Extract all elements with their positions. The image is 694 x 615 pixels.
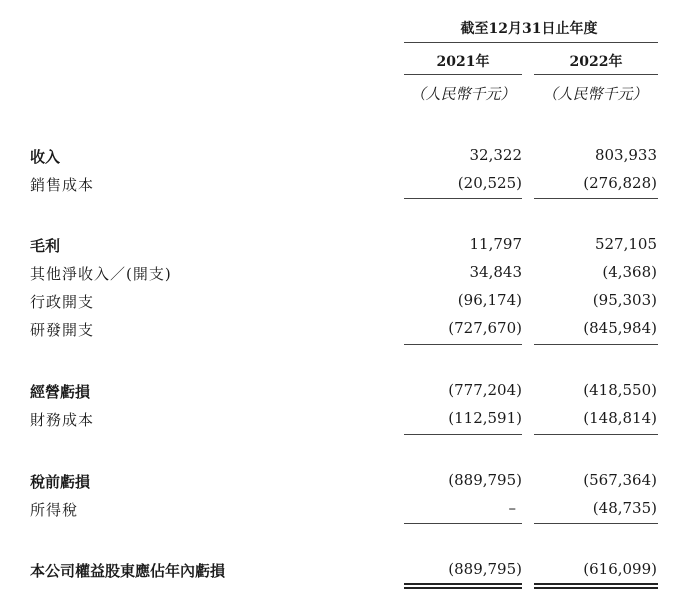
row-value-2021-admin-expenses: (96,174) [457,291,522,309]
subtotal-rule-2021 [404,434,522,435]
row-label-other-net-income: 其他淨收入／(開支) [30,265,172,283]
row-value-2021-other-net-income: 34,843 [469,263,522,281]
row-label-admin-expenses: 行政開支 [30,293,95,311]
row-value-2022-rd-expenses: (845,984) [583,319,657,337]
row-label-loss-attributable: 本公司權益股東應佔年內虧損 [30,562,226,580]
subtotal-rule-2021 [404,344,522,345]
year-2022-header: 2022年 [569,54,623,70]
row-value-2021-rd-expenses: (727,670) [448,319,522,337]
period-underline [404,42,658,43]
total-rule-bottom-2022 [534,587,658,589]
row-label-rd-expenses: 研發開支 [30,321,95,339]
row-label-income-tax: 所得稅 [30,501,79,519]
period-header: 截至12月31日止年度 [460,21,598,37]
subtotal-rule-2021 [404,198,522,199]
row-label-revenue: 收入 [30,148,61,166]
row-value-2021-income-tax: – [508,499,516,517]
unit-2021: （人民幣千元） [410,85,516,103]
row-value-2022-gross-profit: 527,105 [594,235,657,253]
row-value-2021-revenue: 32,322 [469,146,522,164]
row-label-cost-of-sales: 銷售成本 [30,176,95,194]
row-label-gross-profit: 毛利 [30,237,61,255]
row-value-2022-admin-expenses: (95,303) [592,291,657,309]
subtotal-rule-2022 [534,523,658,524]
row-label-loss-before-tax: 稅前虧損 [30,473,91,491]
total-rule-top-2022 [534,583,658,585]
subtotal-rule-2022 [534,198,658,199]
row-value-2021-finance-costs: (112,591) [448,409,522,427]
subtotal-rule-2022 [534,344,658,345]
row-value-2021-operating-loss: (777,204) [448,381,522,399]
row-value-2021-gross-profit: 11,797 [469,235,522,253]
row-value-2022-cost-of-sales: (276,828) [583,174,657,192]
row-value-2022-loss-before-tax: (567,364) [583,471,657,489]
row-value-2022-revenue: 803,933 [594,146,657,164]
row-value-2022-finance-costs: (148,814) [583,409,657,427]
row-value-2021-loss-attributable: (889,795) [448,560,522,578]
year-2021-header: 2021年 [436,54,490,70]
row-value-2022-income-tax: (48,735) [592,499,657,517]
total-rule-bottom-2021 [404,587,522,589]
row-label-operating-loss: 經營虧損 [30,383,91,401]
unit-2022: （人民幣千元） [542,85,648,103]
row-value-2022-operating-loss: (418,550) [583,381,657,399]
year-2021-underline [404,74,522,75]
subtotal-rule-2021 [404,523,522,524]
row-label-finance-costs: 財務成本 [30,411,95,429]
row-value-2021-loss-before-tax: (889,795) [448,471,522,489]
subtotal-rule-2022 [534,434,658,435]
year-2022-underline [534,74,658,75]
row-value-2021-cost-of-sales: (20,525) [457,174,522,192]
total-rule-top-2021 [404,583,522,585]
row-value-2022-other-net-income: (4,368) [602,263,657,281]
row-value-2022-loss-attributable: (616,099) [583,560,657,578]
